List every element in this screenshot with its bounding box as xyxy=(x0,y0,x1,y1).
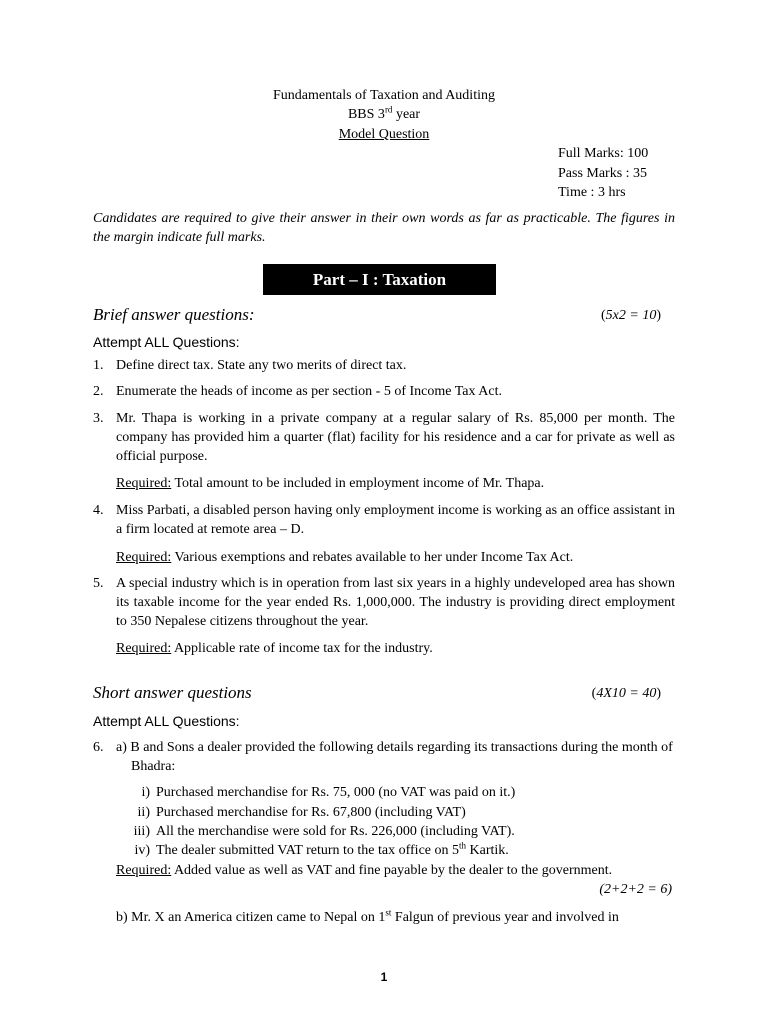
instructions: Candidates are required to give their answer in their own words as far as practicable. The figures in the margin indicate full marks. xyxy=(93,211,675,245)
sub-item-sup: th xyxy=(459,840,467,851)
question-text: Define direct tax. State any two merits of direct tax. xyxy=(116,358,407,373)
question-text: Mr. Thapa is working in a private company at a regular salary of Rs. 85,000 per month. The company has provided him a quarter (flat) facility for his residence and a car for private as well as official purpose. xyxy=(116,411,675,464)
time-allowed: Time : 3 hrs xyxy=(558,185,626,200)
level-sup: rd xyxy=(384,104,393,115)
brief-heading-text: Brief answer questions: xyxy=(93,305,255,324)
question-3-required xyxy=(116,474,675,493)
question-text: A special industry which is in operation from last six years in a highly undeveloped area has shown its taxable income for the year ended Rs. 1,000,000. The industry is providing direct employment to 350 Nepalese citizens throughout the year. xyxy=(116,576,675,629)
brief-attempt: Attempt ALL Questions: xyxy=(93,334,240,350)
short-heading xyxy=(93,683,675,703)
q6b-text-pre: b) Mr. X an America citizen came to Nepal on 1 xyxy=(116,910,386,925)
pass-marks: Pass Marks : 35 xyxy=(558,166,648,181)
question-5-required xyxy=(116,639,675,658)
question-number: 6. xyxy=(93,740,104,755)
roman-numeral: i) xyxy=(141,785,150,800)
question-3 xyxy=(93,409,675,466)
level-prefix: BBS 3 xyxy=(347,107,385,122)
required-label: Required: xyxy=(116,641,172,656)
question-4-required xyxy=(116,548,675,567)
required-text: Added value as well as VAT and fine payable by the dealer to the government. xyxy=(171,863,613,878)
required-label: Required: xyxy=(116,863,172,878)
sub-item-iv xyxy=(116,841,675,860)
question-number: 2. xyxy=(93,384,104,399)
required-label: Required: xyxy=(116,550,172,565)
sub-item-text: Purchased merchandise for Rs. 75, 000 (no VAT was paid on it.) xyxy=(156,785,516,800)
question-6b xyxy=(116,908,675,927)
q6b-sup: st xyxy=(385,907,392,918)
question-text: Enumerate the heads of income as per section - 5 of Income Tax Act. xyxy=(116,384,502,399)
roman-numeral: iv) xyxy=(134,843,150,858)
doc-type-line xyxy=(0,126,768,144)
short-marks: (4X10 = 40) xyxy=(591,686,661,701)
question-number: 4. xyxy=(93,503,104,518)
question-6a-required xyxy=(116,861,675,880)
question-2 xyxy=(93,382,675,401)
required-text: Applicable rate of income tax for the industry. xyxy=(171,641,433,656)
required-text: Various exemptions and rebates available to her under Income Tax Act. xyxy=(171,550,574,565)
question-6a-marks: (2+2+2 = 6) xyxy=(599,882,672,897)
level-line xyxy=(0,106,768,124)
sub-item-text: Purchased merchandise for Rs. 67,800 (including VAT) xyxy=(156,805,466,820)
part-banner: Part – I : Taxation xyxy=(263,264,496,295)
question-5 xyxy=(93,574,675,631)
sub-item-text-post: Kartik. xyxy=(466,843,509,858)
sub-item-ii xyxy=(116,803,675,822)
question-number: 1. xyxy=(93,358,104,373)
brief-heading xyxy=(93,305,675,325)
question-number: 3. xyxy=(93,411,104,426)
q6b-text-post: Falgun of previous year and involved in xyxy=(391,910,619,925)
short-heading-text: Short answer questions xyxy=(93,683,252,702)
question-6a xyxy=(93,738,675,776)
question-text: Miss Parbati, a disabled person having only employment income is working as an office assistant in a firm located at remote area – D. xyxy=(116,503,675,537)
roman-numeral: iii) xyxy=(133,824,150,839)
page-number: 1 xyxy=(380,970,388,984)
sub-item-text: All the merchandise were sold for Rs. 226,000 (including VAT). xyxy=(156,824,515,839)
doc-type: Model Question xyxy=(338,127,430,142)
brief-marks: (5x2 = 10) xyxy=(600,308,661,323)
full-marks: Full Marks: 100 xyxy=(558,146,649,161)
roman-numeral: ii) xyxy=(137,805,150,820)
required-text: Total amount to be included in employment income of Mr. Thapa. xyxy=(171,476,545,491)
short-attempt: Attempt ALL Questions: xyxy=(93,713,240,729)
question-text: a) B and Sons a dealer provided the following details regarding its transactions during the month of Bhadra: xyxy=(116,740,673,774)
required-label: Required: xyxy=(116,476,172,491)
level-suffix: year xyxy=(392,107,421,122)
sub-item-iii xyxy=(116,822,675,841)
sub-item-i xyxy=(116,783,675,802)
sub-item-text-pre: The dealer submitted VAT return to the tax office on 5 xyxy=(156,843,460,858)
subject-title: Fundamentals of Taxation and Auditing xyxy=(273,88,495,103)
question-4 xyxy=(93,501,675,539)
question-number: 5. xyxy=(93,576,104,591)
question-1 xyxy=(93,356,675,375)
